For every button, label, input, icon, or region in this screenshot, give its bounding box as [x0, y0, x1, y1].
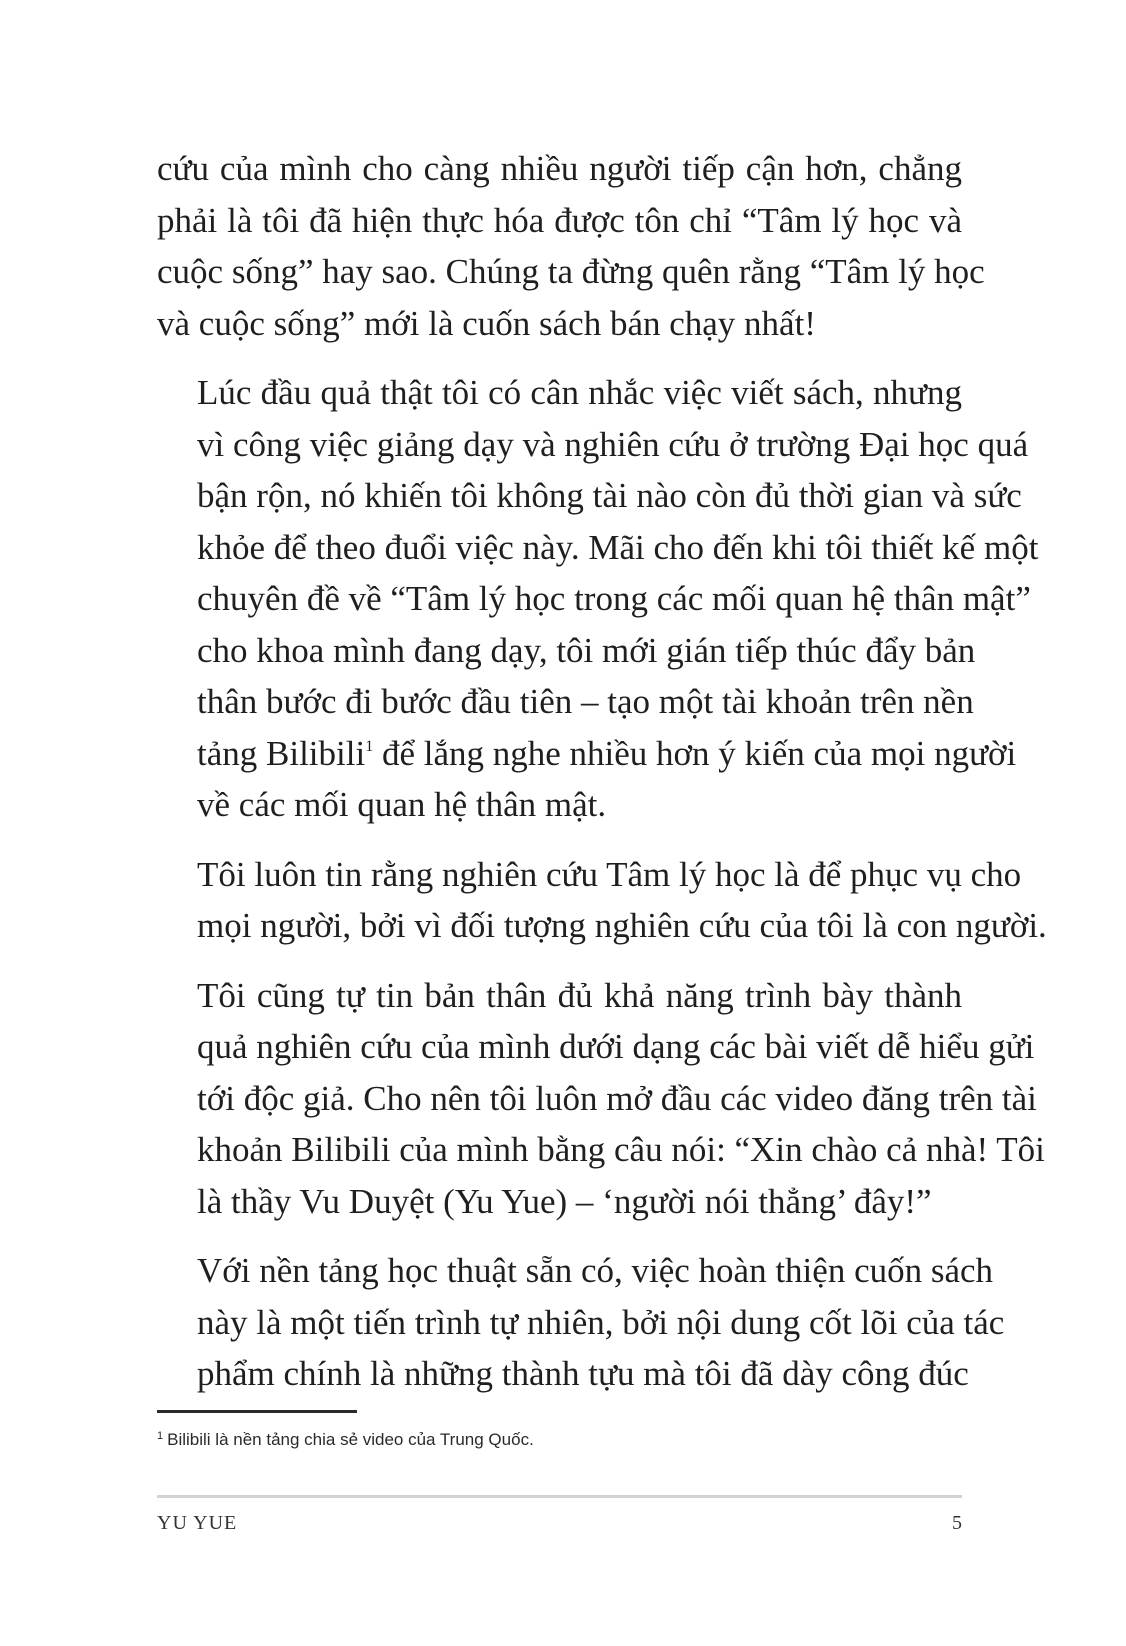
text-line: này là một tiến trình tự nhiên, bởi nội dung cốt lõi của tác — [197, 1302, 1005, 1342]
footnote-reference: 1 — [365, 737, 374, 755]
text-line: cho khoa mình đang dạy, tôi mới gián tiếp thúc đẩy bản — [197, 630, 976, 670]
text-line: quả nghiên cứu của mình dưới dạng các bài viết dễ hiểu gửi — [197, 1027, 1035, 1066]
text-line: cuộc sống” hay sao. Chúng ta đừng quên rằng “Tâm lý học — [157, 252, 985, 291]
paragraph — [157, 970, 1045, 1228]
paragraph — [157, 1245, 1005, 1400]
body-text — [157, 143, 1047, 1418]
text-line: vì công việc giảng dạy và nghiên cứu ở trường Đại học quá — [197, 424, 1029, 464]
footer-divider — [157, 1495, 962, 1498]
text-line: khoản Bilibili của mình bằng câu nói: “Xin chào cả nhà! Tôi — [197, 1130, 1045, 1169]
paragraph — [157, 849, 1047, 952]
footnote — [157, 1424, 962, 1452]
text-line: Tôi luôn tin rằng nghiên cứu Tâm lý học là để phục vụ cho — [197, 854, 1022, 894]
footnote-text: Bilibili là nền tảng chia sẻ video của Trung Quốc. — [167, 1430, 534, 1449]
paragraph — [157, 367, 1039, 831]
text-line: phẩm chính là những thành tựu mà tôi đã dày công đúc — [197, 1354, 969, 1393]
text-line: Lúc đầu quả thật tôi có cân nhắc việc viết sách, nhưng — [197, 373, 962, 412]
page-number: 5 — [952, 1512, 962, 1534]
text-line: Với nền tảng học thuật sẵn có, việc hoàn thiện cuốn sách — [197, 1251, 994, 1290]
text-line: khỏe để theo đuổi việc này. Mãi cho đến khi tôi thiết kế một — [197, 527, 1039, 567]
text-line: mọi người, bởi vì đối tượng nghiên cứu của tôi là con người. — [197, 906, 1047, 945]
text-line: và cuộc sống” mới là cuốn sách bán chạy nhất! — [157, 303, 816, 343]
text-line: về các mối quan hệ thân mật. — [197, 785, 607, 824]
text-line: thân bước đi bước đầu tiên – tạo một tài khoản trên nền — [197, 682, 974, 721]
text-line: chuyên đề về “Tâm lý học trong các mối quan hệ thân mật” — [197, 579, 1031, 618]
running-footer-author: YU YUE — [157, 1512, 238, 1534]
text-line: Tôi cũng tự tin bản thân đủ khả năng trình bày thành — [197, 975, 962, 1015]
footnote-divider — [157, 1410, 357, 1413]
footnote-marker: 1 — [157, 1430, 164, 1442]
text-line: bận rộn, nó khiến tôi không tài nào còn đủ thời gian và sức — [197, 476, 1022, 515]
text-line: phải là tôi đã hiện thực hóa được tôn chỉ “Tâm lý học và — [157, 200, 962, 240]
text-line: tới độc giả. Cho nên tôi luôn mở đầu các video đăng trên tài — [197, 1078, 1037, 1118]
paragraph — [157, 143, 985, 349]
text-line: là thầy Vu Duyệt (Yu Yue) – ‘người nói thẳng’ đây!” — [197, 1181, 932, 1221]
text-line: tảng Bilibili$^1$ để lắng nghe nhiều hơn ý kiến của mọi người — [197, 733, 1017, 773]
text-line: cứu của mình cho càng nhiều người tiếp cận hơn, chẳng — [157, 149, 962, 188]
